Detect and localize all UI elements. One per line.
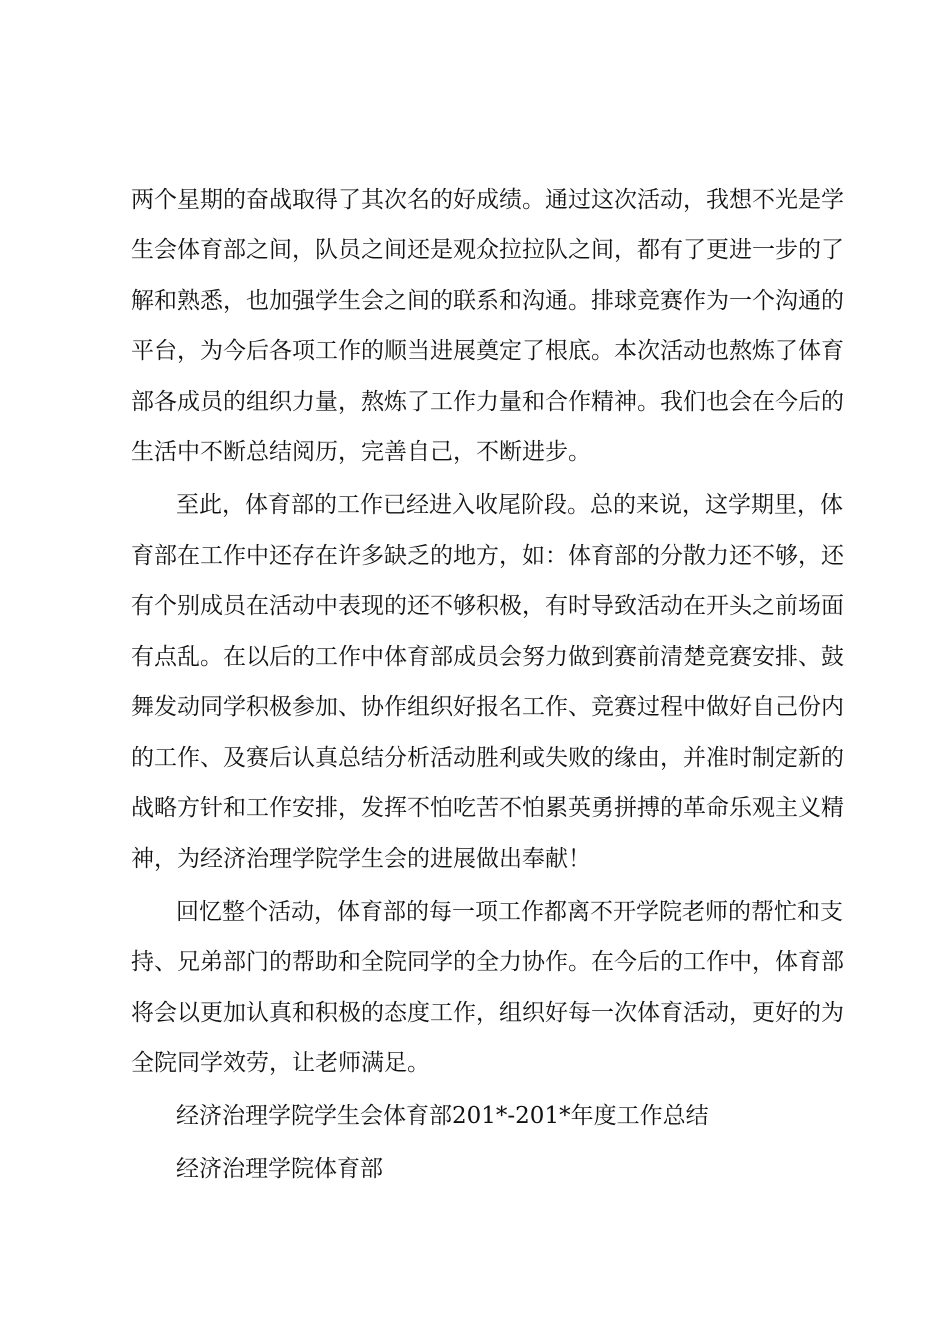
- paragraph-2-line-3: 有个别成员在活动中表现的还不够积极，有时导致活动在开头之前场面: [131, 593, 844, 619]
- paragraph-2-line-7: 战略方针和工作安排，发挥不怕吃苦不怕累英勇拼搏的革命乐观主义精: [131, 795, 844, 821]
- paragraph-3-line-2: 持、兄弟部门的帮助和全院同学的全力协作。在今后的工作中，体育部: [131, 949, 844, 975]
- paragraph-2-line-5: 舞发动同学积极参加、协作组织好报名工作、竞赛过程中做好自己份内: [131, 694, 844, 720]
- paragraph-1-line-3: 解和熟悉，也加强学生会之间的联系和沟通。排球竞赛作为一个沟通的: [131, 288, 844, 314]
- paragraph-3-line-4: 全院同学效劳，让老师满足。: [131, 1050, 430, 1076]
- closing-signature: 经济治理学院体育部: [176, 1156, 383, 1182]
- paragraph-2-line-1: 至此，体育部的工作已经进入收尾阶段。总的来说，这学期里，体: [176, 492, 843, 518]
- paragraph-1-line-5: 部各成员的组织力量，熬炼了工作力量和合作精神。我们也会在今后的: [131, 389, 844, 415]
- paragraph-2-line-8: 神，为经济治理学院学生会的进展做出奉献！: [131, 846, 591, 872]
- paragraph-2-line-2: 育部在工作中还存在许多缺乏的地方，如：体育部的分散力还不够，还: [131, 543, 844, 569]
- paragraph-2-line-4: 有点乱。在以后的工作中体育部成员会努力做到赛前清楚竞赛安排、鼓: [131, 644, 844, 670]
- paragraph-1-line-6: 生活中不断总结阅历，完善自己，不断进步。: [131, 439, 591, 465]
- closing-title: 经济治理学院学生会体育部201*-201*年度工作总结: [176, 1103, 709, 1129]
- paragraph-1-line-2: 生会体育部之间，队员之间还是观众拉拉队之间，都有了更进一步的了: [131, 237, 844, 263]
- paragraph-2-line-6: 的工作、及赛后认真总结分析活动胜利或失败的缘由，并准时制定新的: [131, 745, 844, 771]
- paragraph-3-line-3: 将会以更加认真和积极的态度工作，组织好每一次体育活动，更好的为: [131, 1000, 844, 1026]
- paragraph-1-line-1: 两个星期的奋战取得了其次名的好成绩。通过这次活动，我想不光是学: [131, 187, 844, 213]
- paragraph-1-line-4: 平台，为今后各项工作的顺当进展奠定了根底。本次活动也熬炼了体育: [131, 338, 844, 364]
- paragraph-3-line-1: 回忆整个活动，体育部的每一项工作都离不开学院老师的帮忙和支: [176, 899, 843, 925]
